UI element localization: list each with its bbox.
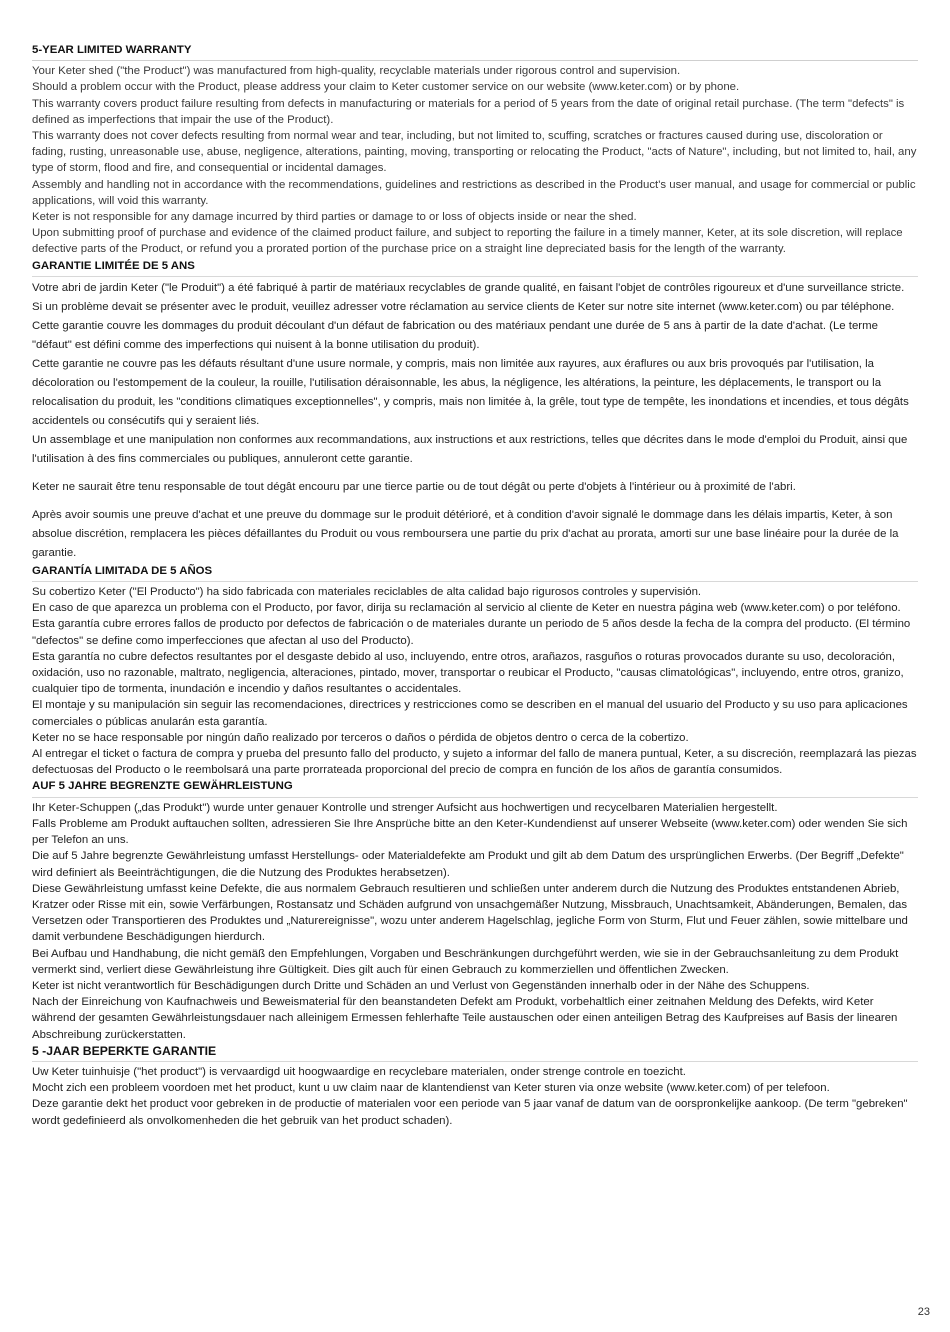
paragraph: This warranty does not cover defects resulting from normal wear and tear, including, but not limited to, scuffing, scratches or fractures caused during use, discoloration or fading, rusting, unreasonable use, abuse, negligence, alterations, painting, moving, transporting or relocating the Product, "acts of Nature", including, but not limited to, hail, any type of storm, flood and fire, and consequential or incidental damages.: [32, 130, 917, 175]
section-heading: 5 -JAAR BEPERKTE GARANTIE: [32, 1043, 918, 1062]
section-heading: GARANTIE LIMITÉE DE 5 ANS: [32, 258, 918, 277]
paragraph: Cette garantie couvre les dommages du produit découlant d'un défaut de fabrication ou des matériaux pendant une durée de 5 ans à partir de la date d'achat. (Le terme "défaut" est défini comme des imperfections qui nuisent à la bonne utilisation du produit).: [32, 319, 878, 351]
warranty-section-spanish: [32, 563, 918, 779]
paragraph: Bei Aufbau und Handhabung, die nicht gemäß den Empfehlungen, Vorgaben und Beschränkungen durchgeführt werden, wie sie in der Gebrauchsanleitung zu dem Produkt vermerkt sind, verliert diese Gewährleistung ihre Gültigkeit. Dies gilt auch für einen Gebrauch zu kommerziellen und öffentlichen Zwecken.: [32, 947, 899, 976]
section-heading: AUF 5 JAHRE BEGRENZTE GEWÄHRLEISTUNG: [32, 778, 918, 797]
paragraph: Keter no se hace responsable por ningún daño realizado por terceros o daños o pérdida de objetos dentro o cerca de la cobertizo.: [32, 731, 689, 744]
paragraph: Should a problem occur with the Product, please address your claim to Keter customer service on our website (www.keter.com) or by phone.: [32, 81, 740, 94]
paragraph: Keter ist nicht verantwortlich für Beschädigungen durch Dritte und Schäden an und Verlust von Gegenständen innerhalb oder in der Nähe des Schuppens.: [32, 979, 810, 992]
paragraph: Après avoir soumis une preuve d'achat et une preuve du dommage sur le produit détérioré, et à condition d'avoir signalé le dommage dans les délais impartis, Keter, à son absolue discrétion, remplacera les pièces défaillantes du Produit ou vous remboursera une partie du prix d'achat au prorata, amorti sur une base linéaire pour la durée de la garantie.: [32, 508, 899, 559]
paragraph: Keter ne saurait être tenu responsable de tout dégât encouru par une tierce partie ou de tout dégât ou perte d'objets à l'intérieur ou à proximité de l'abri.: [32, 480, 796, 493]
paragraph: Falls Probleme am Produkt auftauchen sollten, adressieren Sie Ihre Ansprüche bitte an den Keter-Kundendienst auf unserer Webseite (www.keter.com) oder wenden Sie sich per Telefon an uns.: [32, 817, 908, 847]
paragraph: El montaje y su manipulación sin seguir las recomendaciones, directrices y restricciones como se describen en el manual del usuario del Producto y su uso para aplicaciones comerciales o públicas anularán esta garantía.: [32, 699, 908, 728]
paragraph: Keter is not responsible for any damage incurred by third parties or damage to or loss of objects inside or near the shed.: [32, 211, 637, 224]
paragraph: Die auf 5 Jahre begrenzte Gewährleistung umfasst Herstellungs- oder Materialdefekte am Produkt und gilt ab dem Datum des ursprünglichen Erwerbs. (Der Begriff „Defekte" wird definiert als Beeinträchtigungen, die die Nutzung des Produktes herabsetzen).: [32, 850, 904, 879]
section-heading: GARANTÍA LIMITADA DE 5 AÑOS: [32, 563, 918, 582]
paragraph: Diese Gewährleistung umfasst keine Defekte, die aus normalem Gebrauch resultieren und schließen unter anderem durch die Nutzung des Produktes entstandenen Abrieb, Kratzer oder Risse mit ein, sowie Verfärbungen, Rostansatz und Schäden aufgrund von unsachgemäßer Nutzung, Missbrauch, Unachtsamkeit, Abänderungen, Bemalen, das Versetzen oder Transportieren des Produktes und „Naturereignisse", wozu unter anderem Hagelschlag, jegliche Form von Sturm, Flut und Feuer zählen, sowie mittelbare und damit verbundene Beschädigungen hierdurch.: [32, 882, 908, 944]
paragraph: Un assemblage et une manipulation non conformes aux recommandations, aux instructions et aux restrictions, telles que décrites dans le mode d'emploi du Produit, ainsi que l'utilisation à des fins commerciales ou publiques, annuleront cette garantie.: [32, 433, 908, 465]
paragraph: Mocht zich een probleem voordoen met het product, kunt u uw claim naar de klantendienst van Keter sturen via onze website (www.keter.com) of per telefoon.: [32, 1082, 830, 1095]
warranty-section-french: [32, 258, 918, 563]
paragraph: Your Keter shed ("the Product") was manufactured from high-quality, recyclable materials under rigorous control and supervision.: [32, 65, 681, 78]
paragraph: Al entregar el ticket o factura de compra y prueba del presunto fallo del producto, y sujeto a informar del fallo de manera puntual, Keter, a su discreción, reemplazará las piezas defectuosas del Producto o le reembolsará una parte prorrateada proporcional del precio de compra en función de los años de garantía consumidos.: [32, 748, 917, 777]
paragraph: Esta garantía no cubre defectos resultantes por el desgaste debido al uso, incluyendo, entre otros, arañazos, rasguños o roturas provocados durante su uso, decoloración, oxidación, uso no razonable, maltrato, negligencia, alteraciones, pintado, mover, transportar o reubicar el Producto, "causas climatológicas", incluyendo, entre otros, granizo, cualquier tipo de tormenta, inundación e incendio y daños resultantes o accidentales.: [32, 650, 904, 696]
warranty-section-dutch: [32, 1043, 918, 1129]
paragraph: Upon submitting proof of purchase and evidence of the claimed product failure, and subject to reporting the failure in a timely manner, Keter, at its sole discretion, will replace defective parts of the Product, or refund you a prorated portion of the purchase price on a straight line depreciated basis for the length of the warranty.: [32, 227, 903, 256]
paragraph: Uw Keter tuinhuisje ("het product") is vervaardigd uit hoogwaardige en recyclebare materialen, onder strenge controle en toezicht.: [32, 1065, 686, 1078]
paragraph: Nach der Einreichung von Kaufnachweis und Beweismaterial für den beanstandeten Defekt am Produkt, vorbehaltlich einer zeitnahen Meldung des Defekts, wird Keter während der gesamten Gewährleistungsdauer nach alleinigem Ermessen fehlerhafte Teile austauschen oder einen anteiligen Betrag des Kaufpreises auf Basis der linearen Abschreibung zurückerstatten.: [32, 996, 898, 1041]
paragraph: Assembly and handling not in accordance with the recommendations, guidelines and restrictions as described in the Product's user manual, and usage for commercial or public applications, will void this warranty.: [32, 178, 916, 207]
warranty-section-english: [32, 42, 918, 258]
warranty-page: [32, 42, 918, 1129]
paragraph: This warranty covers product failure resulting from defects in manufacturing or materials for a period of 5 years from the date of original retail purchase. (The term "defects" is defined as imperfections that impair the use of the Product).: [32, 97, 905, 126]
page-number: 23: [917, 1306, 930, 1318]
warranty-section-german: [32, 778, 918, 1042]
paragraph: En caso de que aparezca un problema con el Producto, por favor, dirija su reclamación al servicio al cliente de Keter en nuestra página web (www.keter.com) o por teléfono.: [32, 602, 901, 615]
paragraph: Si un problème devait se présenter avec le produit, veuillez adresser votre réclamation au service clients de Keter sur notre site internet (www.keter.com) ou par téléphone.: [32, 300, 895, 313]
paragraph: Ihr Keter-Schuppen („das Produkt") wurde unter genauer Kontrolle und strenger Aufsicht aus hochwertigen und recycelbaren Materialien hergestellt.: [32, 801, 778, 814]
section-heading: 5-YEAR LIMITED WARRANTY: [32, 42, 918, 61]
paragraph: Votre abri de jardin Keter ("le Produit") a été fabriqué à partir de matériaux recyclables de grande qualité, en faisant l'objet de contrôles rigoureux et d'une surveillance stricte.: [32, 281, 905, 294]
paragraph: Su cobertizo Keter ("El Producto") ha sido fabricada con materiales reciclables de alta calidad bajo rigurosos controles y supervisión.: [32, 586, 702, 599]
paragraph: Esta garantía cubre errores fallos de producto por defectos de fabricación o de materiales durante un periodo de 5 años desde la fecha de la compra del producto. (El término "defectos" se define como imperfecciones que afectan al uso del Producto).: [32, 618, 911, 647]
paragraph: Deze garantie dekt het product voor gebreken in de productie of materialen voor een periode van 5 jaar vanaf de datum van de oorspronkelijke aankoop. (De term "gebreken" wordt gedefinieerd als onvolkomenheden die het gebruik van het product schaden).: [32, 1098, 908, 1127]
paragraph: Cette garantie ne couvre pas les défauts résultant d'une usure normale, y compris, mais non limitée aux rayures, aux éraflures ou aux bris provoqués par l'utilisation, la décoloration ou l'estompement de la couleur, la rouille, l'utilisation déraisonnable, les abus, la négligence, les altérations, la peinture, les déplacements, le transport ou la relocalisation du produit, les "conditions climatiques exceptionnelles", y compris, mais non limitée à, la grêle, tout type de tempête, les inondations et incendies, et tous dégâts accidentels ou consécutifs qui y seraient liés.: [32, 357, 909, 427]
